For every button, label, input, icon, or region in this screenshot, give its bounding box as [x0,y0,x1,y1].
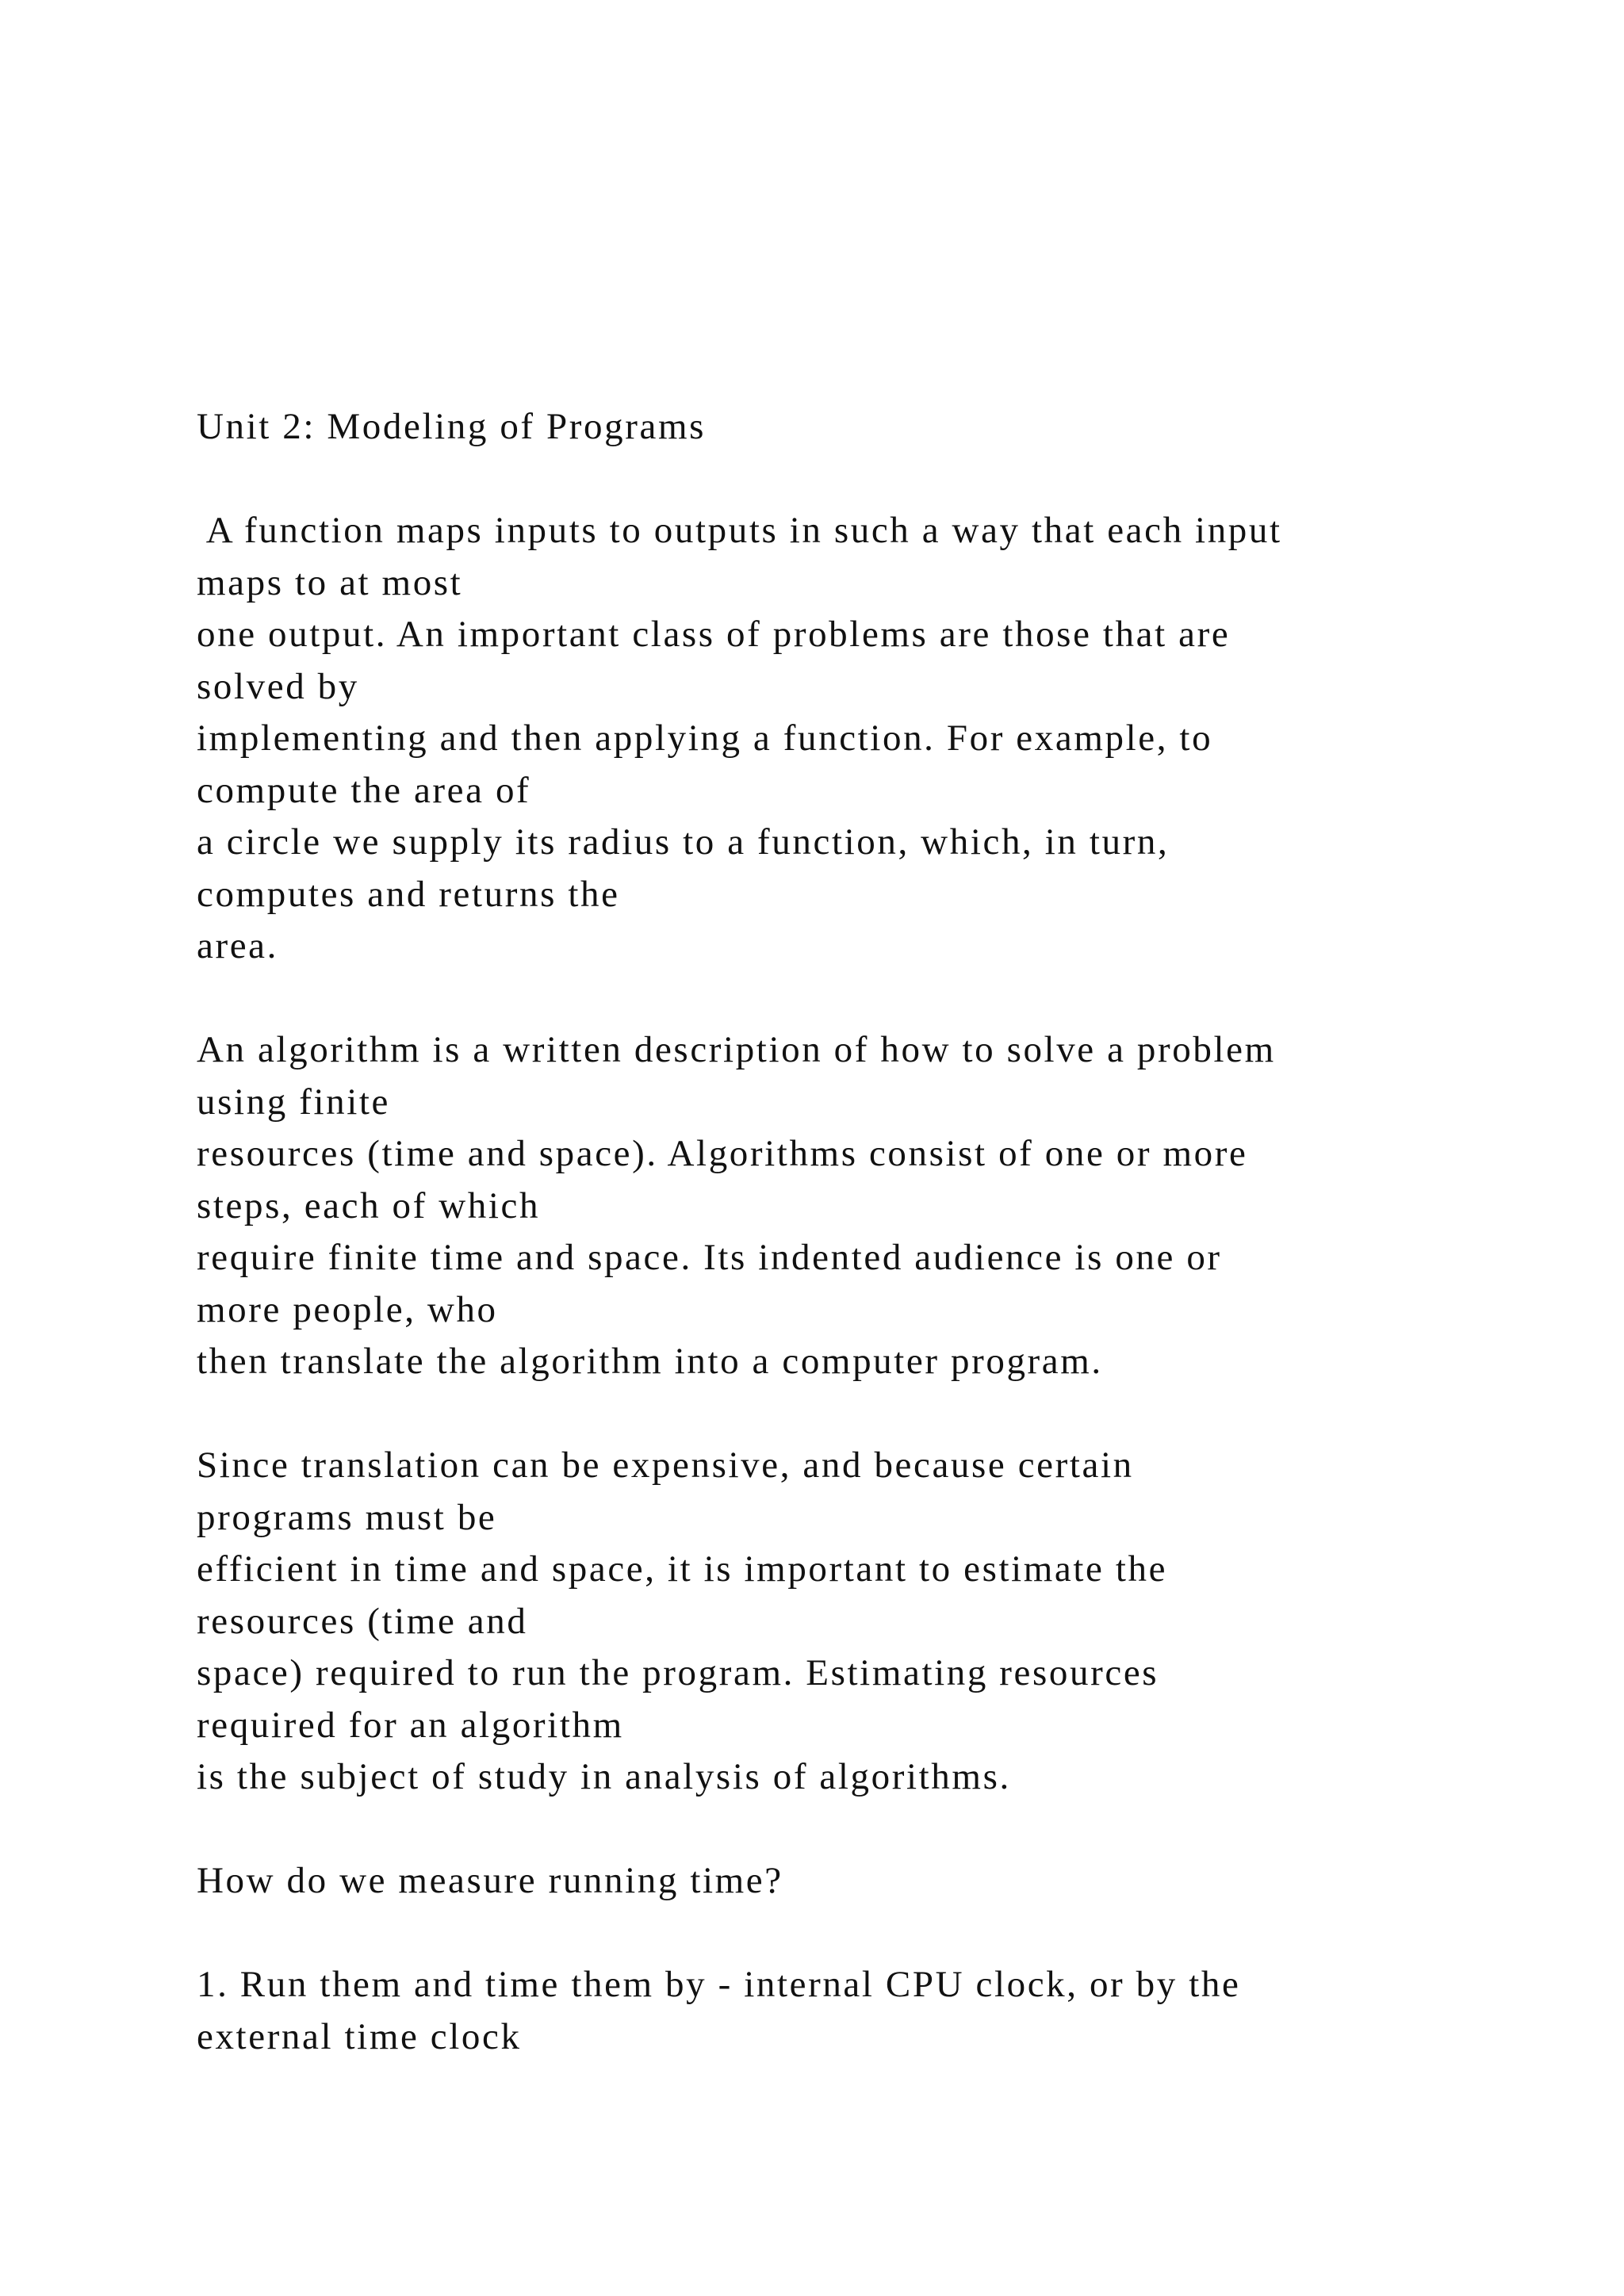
document-title: Unit 2: Modeling of Programs [197,406,706,447]
paragraph-translation [197,1440,1465,1804]
text-line: using finite [197,1081,390,1123]
text-line: compute the area of [197,769,531,811]
text-line: implementing and then applying a function. For example, to [197,718,1213,759]
text-line: a circle we supply its radius to a function, which, in turn, [197,821,1170,863]
paragraph-question [197,1855,1465,1908]
document-body [197,401,1465,2063]
paragraph-spacer [197,1908,1465,1960]
text-line: require finite time and space. Its indented audience is one or [197,1237,1222,1278]
text-line: steps, each of which [197,1184,541,1226]
paragraph-spacer [197,1804,1465,1856]
text-line: is the subject of study in analysis of algorithms. [197,1756,1011,1797]
text-line: external time clock [197,2015,522,2057]
paragraph-spacer [197,973,1465,1025]
text-line: solved by [197,665,359,707]
text-line: An algorithm is a written description of how to solve a problem [197,1029,1276,1070]
text-line: 1. Run them and time them by - internal CPU clock, or by the [197,1964,1241,2005]
text-line: programs must be [197,1496,497,1538]
text-line: one output. An important class of problems are those that are [197,614,1231,655]
paragraph-function [197,505,1465,973]
list-item-1 [197,1959,1465,2063]
text-line: efficient in time and space, it is important to estimate the [197,1548,1168,1590]
text-line: more people, who [197,1288,498,1330]
text-line: How do we measure running time? [197,1860,783,1901]
text-line: Since translation can be expensive, and because certain [197,1445,1134,1486]
text-line: area. [197,925,278,966]
text-line: maps to at most [197,561,463,603]
text-line: A function maps inputs to outputs in such a way that each input [197,510,1282,551]
text-line: then translate the algorithm into a computer program. [197,1341,1103,1382]
text-line: resources (time and [197,1600,528,1642]
text-line: computes and returns the [197,873,620,915]
paragraph-spacer [197,453,1465,506]
text-line: resources (time and space). Algorithms consist of one or more [197,1133,1248,1174]
paragraph-spacer [197,1388,1465,1441]
text-line: required for an algorithm [197,1704,624,1746]
text-line: space) required to run the program. Estimating resources [197,1652,1159,1693]
paragraph-algorithm [197,1024,1465,1388]
